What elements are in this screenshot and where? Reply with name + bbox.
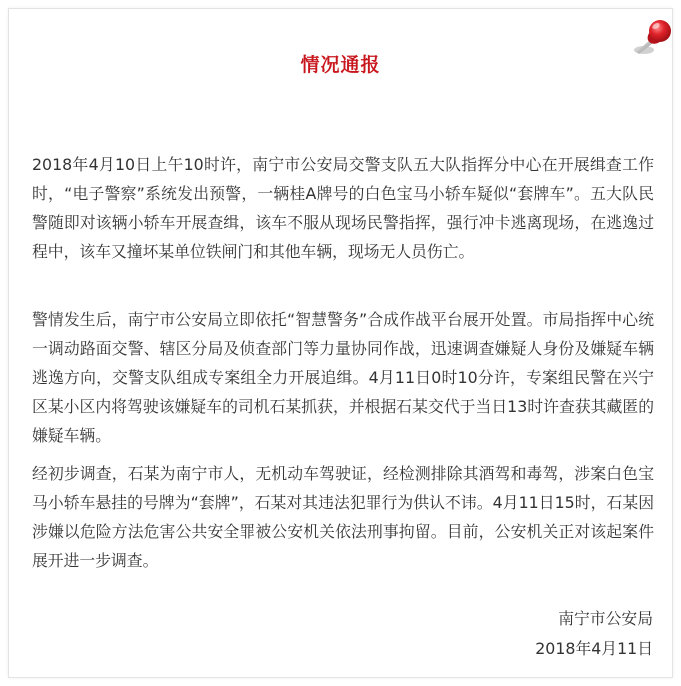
notice-paragraph-1: 2018年4月10日上午10时许，南宁市公安局交警支队五大队指挥分中心在开展缉查工作时，“电子警察”系统发出预警，一辆桂A牌号的白色宝马小轿车疑似“套牌车”。五大队民警随即对该辆小轿车开展查缉，该车不服从现场民警指挥，强行冲卡逃离现场，在逃逸过程中，该车又撞坏某单位铁闸门和其他车辆，现场无人员伤亡。 — [32, 155, 654, 261]
notice-paragraph-2: 警情发生后，南宁市公安局立即依托“智慧警务”合成作战平台展开处置。市局指挥中心统一调动路面交警、辖区分局及侦查部门等力量协同作战，迅速调查嫌疑人身份及嫌疑车辆逃逸方向，交警支队组成专案组全力开展追缉。4月11日0时10分许，专案组民警在兴宁区某小区内将驾驶该嫌疑车的司机石某抓获，并根据石某交代于当日13时许查获其藏匿的嫌疑车辆。 — [32, 310, 654, 445]
notice-paragraph-3: 经初步调查，石某为南宁市人，无机动车驾驶证，经检测排除其酒驾和毒驾，涉案白色宝马小轿车悬挂的号牌为“套牌”，石某对其违法犯罪行为供认不讳。4月11日15时，石某因涉嫌以危险方法危害公共安全罪被公安机关依法刑事拘留。目前，公安机关正对该起案件展开进一步调查。 — [32, 464, 654, 570]
signature-organization: 南宁市公安局 — [558, 609, 653, 628]
notice-title: 情况通报 — [300, 54, 381, 76]
signature-date: 2018年4月11日 — [535, 639, 653, 658]
